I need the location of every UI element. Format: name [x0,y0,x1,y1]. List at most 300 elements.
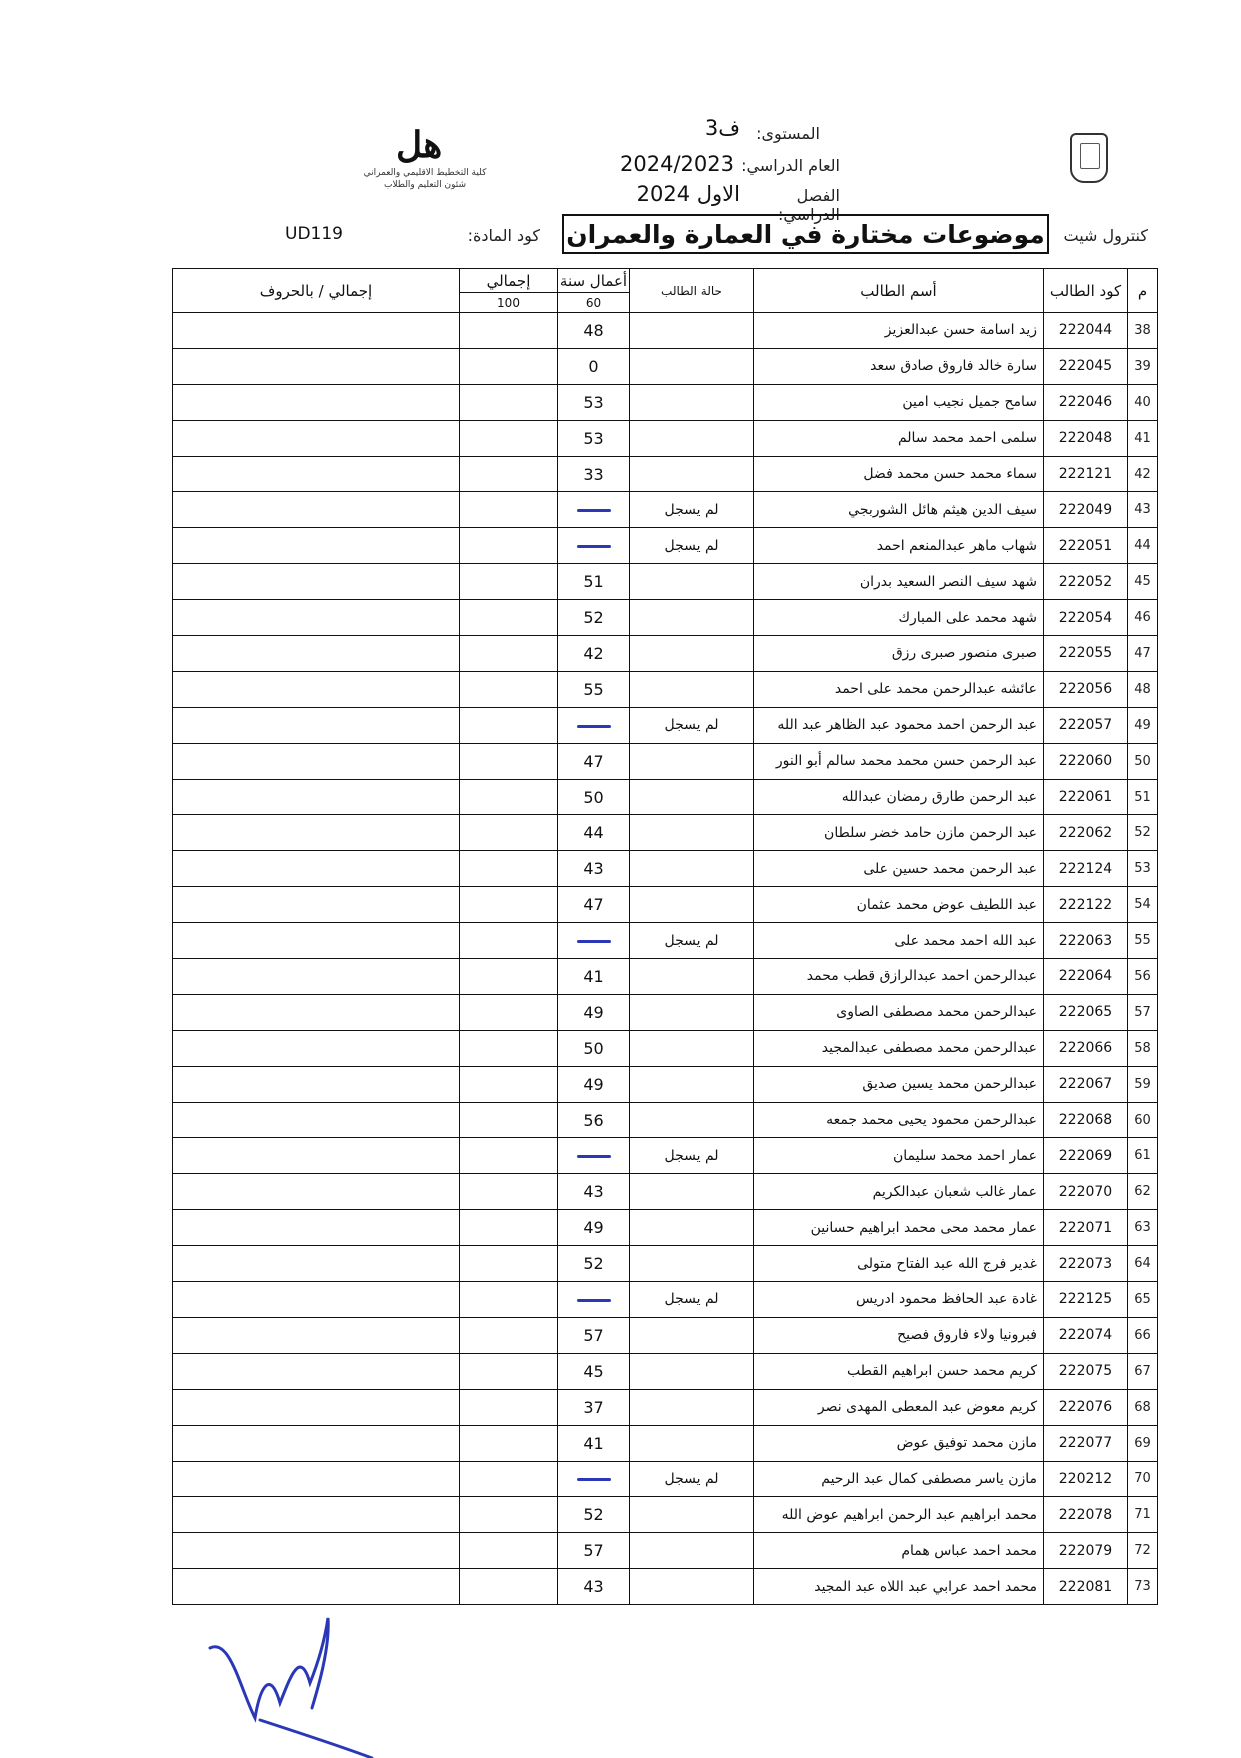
cell-name: محمد احمد عرابي عبد اللاه عبد المجيد [754,1569,1044,1605]
course-title: موضوعات مختارة في العمارة والعمران [562,214,1049,254]
cell-status [630,1497,754,1533]
cell-total-words [173,636,460,672]
cell-index: 71 [1128,1497,1158,1533]
absent-dash-mark [577,509,611,512]
table-row [173,1425,1158,1461]
cell-index: 63 [1128,1210,1158,1246]
cell-total [460,1569,558,1605]
absent-dash-mark [577,940,611,943]
cell-name: غادة عبد الحافظ محمود ادريس [754,1282,1044,1318]
grades-table [172,268,1158,1605]
semester-value: الاول 2024 [636,182,740,206]
faculty-name: كلية التخطيط الاقليمي والعمراني [363,168,487,178]
cell-index: 51 [1128,779,1158,815]
absent-dash-mark [577,1299,611,1302]
cell-code: 222062 [1044,815,1128,851]
course-code-value: UD119 [285,224,343,244]
cell-index: 54 [1128,887,1158,923]
cell-status [630,1425,754,1461]
cell-score: 48 [558,313,630,349]
cell-name: عبد الرحمن حسن محمد محمد سالم أبو النور [754,743,1044,779]
cell-code: 222078 [1044,1497,1128,1533]
faculty-logo-mark: هل [396,124,443,166]
cell-index: 55 [1128,923,1158,959]
cell-total-words [173,1497,460,1533]
cell-total-words [173,1425,460,1461]
cell-score: 43 [558,1174,630,1210]
cell-name: عبد الرحمن محمد حسين على [754,851,1044,887]
cell-total-words [173,671,460,707]
cell-total [460,348,558,384]
cell-total [460,851,558,887]
col-name-header: أسم الطالب [754,269,1044,313]
absent-dash-mark [577,545,611,548]
cell-total-words [173,1246,460,1282]
cell-total-words [173,887,460,923]
absent-dash-mark [577,1478,611,1481]
cell-index: 41 [1128,420,1158,456]
cell-index: 50 [1128,743,1158,779]
table-row [173,1569,1158,1605]
cell-total-words [173,851,460,887]
cell-status [630,887,754,923]
cell-status [630,1569,754,1605]
cell-name: سامح جميل نجيب امين [754,384,1044,420]
cell-score: 52 [558,1497,630,1533]
cell-name: عبد اللطيف عوض محمد عثمان [754,887,1044,923]
cell-score: 53 [558,384,630,420]
cell-name: فبرونيا ولاء فاروق فصيح [754,1317,1044,1353]
cell-score: 50 [558,1030,630,1066]
cell-name: عبد الرحمن طارق رمضان عبدالله [754,779,1044,815]
cell-code: 222074 [1044,1317,1128,1353]
cell-code: 222075 [1044,1353,1128,1389]
cell-total [460,600,558,636]
cell-index: 56 [1128,959,1158,995]
cell-score: 52 [558,600,630,636]
semester-label: الفصل الدراسي: [777,186,840,224]
cell-status: لم يسجل [630,707,754,743]
cell-name: سلمى احمد محمد سالم [754,420,1044,456]
cell-code: 222049 [1044,492,1128,528]
cell-total-words [173,1282,460,1318]
cell-total-words [173,779,460,815]
cell-score [558,1282,630,1318]
cell-code: 222064 [1044,959,1128,995]
cell-index: 44 [1128,528,1158,564]
cell-score: 52 [558,1246,630,1282]
cell-score: 44 [558,815,630,851]
faculty-logo [360,124,487,194]
cell-name: كريم محمد حسن ابراهيم القطب [754,1353,1044,1389]
cell-status [630,1210,754,1246]
table-row [173,707,1158,743]
signature [200,1608,380,1758]
cell-index: 46 [1128,600,1158,636]
table-row [173,420,1158,456]
table-row [173,1282,1158,1318]
cell-index: 60 [1128,1102,1158,1138]
cell-index: 47 [1128,636,1158,672]
table-row [173,923,1158,959]
cell-code: 222048 [1044,420,1128,456]
cell-total-words [173,456,460,492]
cell-total [460,1389,558,1425]
table-row [173,671,1158,707]
cell-status [630,959,754,995]
cell-status [630,600,754,636]
cell-index: 57 [1128,994,1158,1030]
cell-code: 222122 [1044,887,1128,923]
cell-code: 222060 [1044,743,1128,779]
cell-status: لم يسجل [630,1282,754,1318]
cell-name: سماء محمد حسن محمد فضل [754,456,1044,492]
cell-score [558,923,630,959]
cell-code: 222054 [1044,600,1128,636]
control-sheet-label: كنترول شيت [1063,226,1148,245]
cell-name: كريم معوض عبد المعطى المهدى نصر [754,1389,1044,1425]
cell-status [630,994,754,1030]
absent-dash-mark [577,725,611,728]
table-row [173,1246,1158,1282]
cell-total-words [173,492,460,528]
cell-name: عمار غالب شعبان عبدالكريم [754,1174,1044,1210]
cell-code: 222052 [1044,564,1128,600]
cell-total [460,1102,558,1138]
cell-name: عائشه عبدالرحمن محمد على احمد [754,671,1044,707]
cell-status [630,420,754,456]
cell-total [460,456,558,492]
cell-total [460,1461,558,1497]
cell-index: 48 [1128,671,1158,707]
cell-index: 64 [1128,1246,1158,1282]
cell-status [630,779,754,815]
cell-index: 40 [1128,384,1158,420]
cell-status [630,815,754,851]
cell-total [460,1066,558,1102]
cell-total-words [173,1174,460,1210]
level-value: ف3 [704,116,740,140]
cell-index: 67 [1128,1353,1158,1389]
cell-index: 61 [1128,1138,1158,1174]
table-row [173,1030,1158,1066]
table-row [173,1174,1158,1210]
table-row [173,779,1158,815]
table-row [173,851,1158,887]
cell-code: 222079 [1044,1533,1128,1569]
cell-status [630,564,754,600]
cell-score: 47 [558,743,630,779]
table-row [173,1533,1158,1569]
cell-total-words [173,1533,460,1569]
col-total-words-header: إجمالي / بالحروف [173,269,460,313]
cell-total-words [173,384,460,420]
cell-total [460,671,558,707]
cell-total [460,994,558,1030]
level-label: المستوى: [756,124,820,143]
cell-score: 42 [558,636,630,672]
cell-name: عبد الرحمن احمد محمود عبد الظاهر عبد الله [754,707,1044,743]
cell-total [460,743,558,779]
cell-name: عبد الله احمد محمد على [754,923,1044,959]
cell-code: 222070 [1044,1174,1128,1210]
cell-total [460,1353,558,1389]
table-row [173,528,1158,564]
cell-score: 49 [558,1210,630,1246]
cell-score: 49 [558,994,630,1030]
cell-index: 65 [1128,1282,1158,1318]
cell-score: 55 [558,671,630,707]
cell-code: 222069 [1044,1138,1128,1174]
cell-score: 51 [558,564,630,600]
cell-score: 37 [558,1389,630,1425]
cell-status [630,1030,754,1066]
cell-index: 68 [1128,1389,1158,1425]
cell-name: شهد سيف النصر السعيد بدران [754,564,1044,600]
cell-total-words [173,1030,460,1066]
table-row [173,384,1158,420]
cell-status [630,671,754,707]
cell-total [460,1497,558,1533]
cell-name: عمار احمد محمد سليمان [754,1138,1044,1174]
table-row [173,600,1158,636]
cell-total-words [173,994,460,1030]
cell-code: 222073 [1044,1246,1128,1282]
cell-status: لم يسجل [630,528,754,564]
cell-score [558,492,630,528]
table-row [173,1210,1158,1246]
cell-total-words [173,600,460,636]
cell-name: عبدالرحمن محمد يسين صديق [754,1066,1044,1102]
cell-name: عبدالرحمن محمد مصطفى عبدالمجيد [754,1030,1044,1066]
cell-code: 222071 [1044,1210,1128,1246]
cell-code: 222081 [1044,1569,1128,1605]
table-row [173,1066,1158,1102]
cell-code: 222076 [1044,1389,1128,1425]
cell-total [460,887,558,923]
cell-name: مازن ياسر مصطفى كمال عبد الرحيم [754,1461,1044,1497]
cell-status [630,313,754,349]
cell-index: 59 [1128,1066,1158,1102]
cell-total-words [173,1210,460,1246]
table-row [173,564,1158,600]
table-row [173,456,1158,492]
table-row [173,348,1158,384]
cell-score: 47 [558,887,630,923]
cell-total-words [173,1569,460,1605]
cell-score: 43 [558,851,630,887]
cell-name: مازن محمد توفيق عوض [754,1425,1044,1461]
cell-index: 73 [1128,1569,1158,1605]
cell-index: 53 [1128,851,1158,887]
col-status-header: حالة الطالب [630,269,754,313]
cell-score: 49 [558,1066,630,1102]
col-total-header: إجمالي [460,269,558,293]
table-row [173,636,1158,672]
cell-total-words [173,420,460,456]
cell-status [630,384,754,420]
cell-total-words [173,564,460,600]
cell-status [630,1317,754,1353]
cell-total [460,779,558,815]
cell-total-words [173,1066,460,1102]
cell-total-words [173,313,460,349]
cell-status: لم يسجل [630,923,754,959]
cell-index: 43 [1128,492,1158,528]
cell-total [460,420,558,456]
cell-total-words [173,959,460,995]
cell-score: 53 [558,420,630,456]
cell-index: 70 [1128,1461,1158,1497]
col-coursework-header: أعمال سنة [558,269,630,293]
cell-score: 33 [558,456,630,492]
cell-index: 49 [1128,707,1158,743]
cell-total [460,1317,558,1353]
absent-dash-mark [577,1155,611,1158]
university-emblem [1070,133,1108,183]
year-value: 2024/2023 [620,152,734,176]
cell-name: عبدالرحمن محمود يحيى محمد جمعه [754,1102,1044,1138]
cell-total [460,636,558,672]
cell-score: 0 [558,348,630,384]
cell-code: 222065 [1044,994,1128,1030]
cell-status [630,636,754,672]
cell-code: 222121 [1044,456,1128,492]
cell-status [630,1246,754,1282]
cell-status [630,743,754,779]
cell-name: زيد اسامة حسن عبدالعزيز [754,313,1044,349]
cell-total [460,1533,558,1569]
cell-index: 58 [1128,1030,1158,1066]
cell-index: 38 [1128,313,1158,349]
col-index-header: م [1128,269,1158,313]
cell-code: 222068 [1044,1102,1128,1138]
cell-total [460,959,558,995]
cell-name: محمد ابراهيم عبد الرحمن ابراهيم عوض الله [754,1497,1044,1533]
col-total-max: 100 [460,293,558,313]
cell-index: 69 [1128,1425,1158,1461]
cell-total [460,564,558,600]
cell-total [460,1174,558,1210]
cell-total [460,1282,558,1318]
table-row [173,1353,1158,1389]
cell-code: 222066 [1044,1030,1128,1066]
col-coursework-max: 60 [558,293,630,313]
cell-total [460,1030,558,1066]
cell-name: سارة خالد فاروق صادق سعد [754,348,1044,384]
table-row [173,1461,1158,1497]
cell-total-words [173,923,460,959]
cell-total-words [173,815,460,851]
cell-code: 222056 [1044,671,1128,707]
table-row [173,994,1158,1030]
cell-total-words [173,1389,460,1425]
cell-name: عبدالرحمن احمد عبدالرازق قطب محمد [754,959,1044,995]
cell-status [630,1102,754,1138]
cell-code: 222055 [1044,636,1128,672]
cell-total [460,1246,558,1282]
table-row [173,492,1158,528]
cell-score: 56 [558,1102,630,1138]
cell-index: 45 [1128,564,1158,600]
cell-code: 222063 [1044,923,1128,959]
cell-total-words [173,1138,460,1174]
cell-total [460,815,558,851]
cell-code: 222051 [1044,528,1128,564]
cell-total-words [173,1102,460,1138]
cell-code: 222057 [1044,707,1128,743]
table-row [173,1138,1158,1174]
table-row [173,743,1158,779]
cell-total-words [173,743,460,779]
cell-status: لم يسجل [630,1461,754,1497]
cell-score: 45 [558,1353,630,1389]
cell-total-words [173,1461,460,1497]
table-row [173,1497,1158,1533]
table-row [173,1317,1158,1353]
table-row [173,815,1158,851]
cell-status [630,1389,754,1425]
cell-name: عمار محمد محى محمد ابراهيم حسانين [754,1210,1044,1246]
cell-total [460,923,558,959]
cell-score: 41 [558,1425,630,1461]
table-row [173,959,1158,995]
table-row [173,1389,1158,1425]
cell-status [630,456,754,492]
table-row [173,887,1158,923]
cell-status: لم يسجل [630,492,754,528]
cell-name: شهد محمد على المبارك [754,600,1044,636]
cell-code: 222044 [1044,313,1128,349]
cell-code: 222061 [1044,779,1128,815]
cell-code: 222067 [1044,1066,1128,1102]
cell-score [558,1461,630,1497]
cell-name: صبرى منصور صبرى رزق [754,636,1044,672]
cell-score: 41 [558,959,630,995]
cell-index: 66 [1128,1317,1158,1353]
cell-name: محمد احمد عباس همام [754,1533,1044,1569]
cell-total-words [173,528,460,564]
cell-total [460,492,558,528]
year-label: العام الدراسي: [741,156,840,175]
cell-code: 222077 [1044,1425,1128,1461]
cell-score: 43 [558,1569,630,1605]
cell-name: غدير فرج الله عبد الفتاح متولى [754,1246,1044,1282]
cell-name: سيف الدين هيثم هائل الشوربجي [754,492,1044,528]
cell-status [630,1533,754,1569]
cell-total [460,1425,558,1461]
cell-total-words [173,348,460,384]
cell-index: 52 [1128,815,1158,851]
cell-total-words [173,1353,460,1389]
table-row [173,313,1158,349]
cell-total [460,707,558,743]
cell-index: 39 [1128,348,1158,384]
cell-score: 57 [558,1533,630,1569]
cell-index: 42 [1128,456,1158,492]
cell-code: 222125 [1044,1282,1128,1318]
cell-index: 72 [1128,1533,1158,1569]
cell-code: 222046 [1044,384,1128,420]
cell-total [460,1138,558,1174]
cell-code: 222045 [1044,348,1128,384]
cell-status [630,851,754,887]
cell-status [630,1353,754,1389]
cell-total [460,313,558,349]
cell-score: 50 [558,779,630,815]
cell-total-words [173,1317,460,1353]
cell-status [630,1174,754,1210]
